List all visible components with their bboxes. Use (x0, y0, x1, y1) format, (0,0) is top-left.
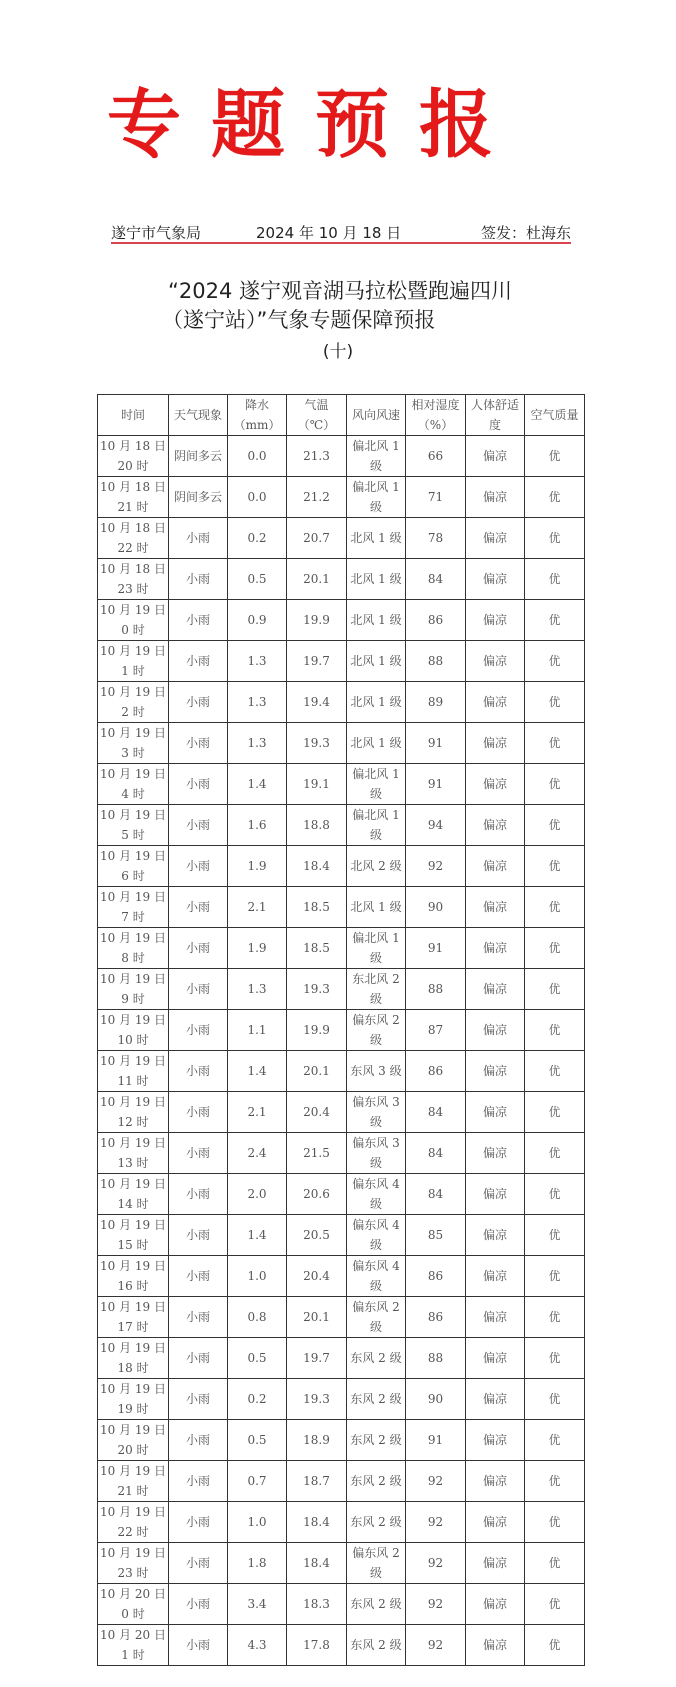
table-cell: 94 (406, 805, 466, 846)
table-cell: 92 (406, 846, 466, 887)
table-cell: 优 (525, 928, 585, 969)
table-cell: 优 (525, 1092, 585, 1133)
table-cell: 小雨 (169, 1543, 228, 1584)
table-cell: 优 (525, 682, 585, 723)
table-row (98, 928, 585, 969)
table-cell: 优 (525, 805, 585, 846)
table-cell: 小雨 (169, 1379, 228, 1420)
table-cell: 0.7 (228, 1461, 287, 1502)
table-cell: 86 (406, 1051, 466, 1092)
table-cell: 10 月 19 日 14 时 (98, 1174, 169, 1215)
table-cell: 小雨 (169, 1625, 228, 1666)
table-cell: 偏东风 4 级 (347, 1174, 406, 1215)
table-cell: 优 (525, 887, 585, 928)
table-cell: 87 (406, 1010, 466, 1051)
column-header: 空气质量 (525, 395, 585, 436)
table-cell: 10 月 19 日 20 时 (98, 1420, 169, 1461)
table-row (98, 846, 585, 887)
table-cell: 小雨 (169, 600, 228, 641)
column-header: 天气现象 (169, 395, 228, 436)
table-cell: 东风 3 级 (347, 1051, 406, 1092)
table-cell: 阴间多云 (169, 436, 228, 477)
table-cell: 北风 1 级 (347, 518, 406, 559)
table-cell: 优 (525, 1133, 585, 1174)
table-cell: 北风 1 级 (347, 682, 406, 723)
table-cell: 19.3 (287, 1379, 347, 1420)
table-cell: 偏凉 (466, 723, 525, 764)
table-cell: 小雨 (169, 1502, 228, 1543)
table-cell: 0.0 (228, 436, 287, 477)
table-cell: 2.0 (228, 1174, 287, 1215)
table-cell: 10 月 19 日 18 时 (98, 1338, 169, 1379)
table-cell: 偏北风 1 级 (347, 928, 406, 969)
table-row (98, 1502, 585, 1543)
table-cell: 偏凉 (466, 846, 525, 887)
table-cell: 偏凉 (466, 559, 525, 600)
table-cell: 优 (525, 1174, 585, 1215)
table-cell: 91 (406, 723, 466, 764)
signed-by: 签发：杜海东 (480, 224, 571, 242)
table-cell: 偏北风 1 级 (347, 805, 406, 846)
table-cell: 18.5 (287, 887, 347, 928)
table-cell: 19.9 (287, 1010, 347, 1051)
table-cell: 1.1 (228, 1010, 287, 1051)
table-cell: 北风 1 级 (347, 887, 406, 928)
table-cell: 1.4 (228, 1215, 287, 1256)
table-cell: 北风 1 级 (347, 723, 406, 764)
table-row (98, 1338, 585, 1379)
table-cell: 84 (406, 1133, 466, 1174)
table-cell: 东风 2 级 (347, 1584, 406, 1625)
table-cell: 偏凉 (466, 1625, 525, 1666)
table-cell: 东风 2 级 (347, 1625, 406, 1666)
table-cell: 优 (525, 1297, 585, 1338)
table-row (98, 436, 585, 477)
table-cell: 优 (525, 436, 585, 477)
table-cell: 10 月 19 日 4 时 (98, 764, 169, 805)
table-cell: 偏凉 (466, 436, 525, 477)
table-row (98, 477, 585, 518)
table-cell: 18.4 (287, 846, 347, 887)
table-cell: 21.5 (287, 1133, 347, 1174)
table-cell: 偏东风 2 级 (347, 1010, 406, 1051)
table-cell: 偏凉 (466, 1379, 525, 1420)
table-cell: 小雨 (169, 1297, 228, 1338)
table-cell: 0.2 (228, 1379, 287, 1420)
table-cell: 10 月 19 日 11 时 (98, 1051, 169, 1092)
table-cell: 偏凉 (466, 477, 525, 518)
table-cell: 0.5 (228, 1420, 287, 1461)
table-cell: 优 (525, 969, 585, 1010)
table-row (98, 1379, 585, 1420)
table-cell: 偏凉 (466, 969, 525, 1010)
table-row (98, 887, 585, 928)
table-cell: 东风 2 级 (347, 1338, 406, 1379)
table-cell: 优 (525, 1215, 585, 1256)
table-cell: 偏凉 (466, 887, 525, 928)
table-cell: 20.1 (287, 1051, 347, 1092)
table-cell: 小雨 (169, 1174, 228, 1215)
table-cell: 小雨 (169, 928, 228, 969)
table-cell: 10 月 19 日 12 时 (98, 1092, 169, 1133)
table-cell: 17.8 (287, 1625, 347, 1666)
table-cell: 小雨 (169, 1133, 228, 1174)
table-cell: 10 月 19 日 0 时 (98, 600, 169, 641)
table-header-row (98, 395, 585, 436)
column-header: 降水（mm） (228, 395, 287, 436)
table-row (98, 1461, 585, 1502)
table-cell: 86 (406, 1256, 466, 1297)
table-cell: 1.0 (228, 1256, 287, 1297)
subtitle-line-1: “2024 遂宁观音湖马拉松暨跑遍四川 (168, 279, 512, 303)
table-cell: 0.0 (228, 477, 287, 518)
table-cell: 小雨 (169, 1256, 228, 1297)
table-cell: 0.8 (228, 1297, 287, 1338)
table-cell: 小雨 (169, 1461, 228, 1502)
table-row (98, 1297, 585, 1338)
table-cell: 东北风 2 级 (347, 969, 406, 1010)
table-cell: 阴间多云 (169, 477, 228, 518)
table-row (98, 600, 585, 641)
document-title: 专题预报 (107, 82, 523, 168)
table-cell: 优 (525, 723, 585, 764)
table-cell: 小雨 (169, 764, 228, 805)
table-cell: 北风 2 级 (347, 846, 406, 887)
table-cell: 2.1 (228, 1092, 287, 1133)
table-cell: 东风 2 级 (347, 1379, 406, 1420)
table-cell: 北风 1 级 (347, 600, 406, 641)
table-cell: 10 月 19 日 19 时 (98, 1379, 169, 1420)
table-cell: 18.5 (287, 928, 347, 969)
table-cell: 10 月 19 日 23 时 (98, 1543, 169, 1584)
table-cell: 10 月 19 日 5 时 (98, 805, 169, 846)
table-cell: 东风 2 级 (347, 1502, 406, 1543)
column-header: 风向风速 (347, 395, 406, 436)
table-cell: 88 (406, 969, 466, 1010)
table-cell: 19.3 (287, 969, 347, 1010)
table-cell: 偏凉 (466, 682, 525, 723)
issuer-line (111, 222, 571, 244)
table-row (98, 518, 585, 559)
table-cell: 18.4 (287, 1502, 347, 1543)
table-cell: 19.3 (287, 723, 347, 764)
table-cell: 0.5 (228, 1338, 287, 1379)
table-cell: 10 月 19 日 3 时 (98, 723, 169, 764)
table-row (98, 641, 585, 682)
table-cell: 优 (525, 641, 585, 682)
table-cell: 71 (406, 477, 466, 518)
table-cell: 优 (525, 1256, 585, 1297)
table-cell: 4.3 (228, 1625, 287, 1666)
table-cell: 1.8 (228, 1543, 287, 1584)
table-cell: 10 月 19 日 1 时 (98, 641, 169, 682)
table-cell: 偏凉 (466, 928, 525, 969)
table-cell: 20.1 (287, 559, 347, 600)
table-cell: 20.4 (287, 1092, 347, 1133)
table-cell: 2.4 (228, 1133, 287, 1174)
table-cell: 偏凉 (466, 1215, 525, 1256)
table-row (98, 1215, 585, 1256)
table-cell: 偏凉 (466, 600, 525, 641)
table-cell: 89 (406, 682, 466, 723)
table-cell: 91 (406, 764, 466, 805)
table-cell: 小雨 (169, 1584, 228, 1625)
table-cell: 小雨 (169, 1010, 228, 1051)
table-cell: 18.4 (287, 1543, 347, 1584)
table-cell: 10 月 20 日 1 时 (98, 1625, 169, 1666)
table-cell: 20.1 (287, 1297, 347, 1338)
table-cell: 1.9 (228, 846, 287, 887)
table-cell: 偏东风 4 级 (347, 1256, 406, 1297)
table-cell: 优 (525, 1010, 585, 1051)
table-cell: 10 月 19 日 16 时 (98, 1256, 169, 1297)
table-row (98, 1133, 585, 1174)
table-cell: 66 (406, 436, 466, 477)
table-cell: 偏凉 (466, 518, 525, 559)
table-cell: 10 月 19 日 15 时 (98, 1215, 169, 1256)
table-cell: 小雨 (169, 1338, 228, 1379)
table-cell: 78 (406, 518, 466, 559)
table-cell: 小雨 (169, 887, 228, 928)
table-cell: 10 月 18 日 21 时 (98, 477, 169, 518)
table-cell: 优 (525, 600, 585, 641)
table-cell: 86 (406, 600, 466, 641)
table-cell: 21.2 (287, 477, 347, 518)
table-cell: 偏凉 (466, 1420, 525, 1461)
table-cell: 偏凉 (466, 1010, 525, 1051)
table-cell: 88 (406, 1338, 466, 1379)
table-cell: 优 (525, 1502, 585, 1543)
table-cell: 偏凉 (466, 805, 525, 846)
table-cell: 小雨 (169, 723, 228, 764)
table-row (98, 1051, 585, 1092)
table-cell: 91 (406, 928, 466, 969)
subtitle-line-2: （遂宁站）”气象专题保障预报 (162, 308, 436, 332)
table-cell: 18.8 (287, 805, 347, 846)
table-cell: 1.6 (228, 805, 287, 846)
table-cell: 小雨 (169, 846, 228, 887)
table-cell: 小雨 (169, 969, 228, 1010)
table-cell: 偏北风 1 级 (347, 436, 406, 477)
table-cell: 21.3 (287, 436, 347, 477)
table-cell: 10 月 19 日 10 时 (98, 1010, 169, 1051)
column-header: 时间 (98, 395, 169, 436)
table-cell: 偏凉 (466, 1502, 525, 1543)
table-cell: 优 (525, 1584, 585, 1625)
table-cell: 小雨 (169, 1051, 228, 1092)
table-cell: 优 (525, 1543, 585, 1584)
table-cell: 19.7 (287, 1338, 347, 1379)
table-cell: 85 (406, 1215, 466, 1256)
table-cell: 小雨 (169, 682, 228, 723)
table-cell: 10 月 19 日 22 时 (98, 1502, 169, 1543)
table-cell: 84 (406, 559, 466, 600)
column-header: 相对湿度（%） (406, 395, 466, 436)
table-cell: 1.3 (228, 969, 287, 1010)
table-cell: 偏东风 3 级 (347, 1092, 406, 1133)
table-cell: 92 (406, 1502, 466, 1543)
table-cell: 优 (525, 846, 585, 887)
table-cell: 10 月 19 日 21 时 (98, 1461, 169, 1502)
table-cell: 10 月 19 日 7 时 (98, 887, 169, 928)
table-cell: 小雨 (169, 518, 228, 559)
table-cell: 偏北风 1 级 (347, 764, 406, 805)
table-cell: 1.0 (228, 1502, 287, 1543)
table-cell: 优 (525, 1051, 585, 1092)
table-cell: 20.4 (287, 1256, 347, 1297)
table-row (98, 723, 585, 764)
table-cell: 优 (525, 559, 585, 600)
issue-date: 2024 年 10 月 18 日 (256, 224, 402, 242)
table-cell: 优 (525, 477, 585, 518)
table-cell: 92 (406, 1543, 466, 1584)
table-cell: 偏凉 (466, 1133, 525, 1174)
column-header: 气温（℃） (287, 395, 347, 436)
table-cell: 10 月 18 日 20 时 (98, 436, 169, 477)
table-cell: 84 (406, 1174, 466, 1215)
table-cell: 91 (406, 1420, 466, 1461)
table-cell: 10 月 19 日 9 时 (98, 969, 169, 1010)
table-cell: 92 (406, 1584, 466, 1625)
table-cell: 19.4 (287, 682, 347, 723)
table-cell: 10 月 18 日 22 时 (98, 518, 169, 559)
table-cell: 偏凉 (466, 1051, 525, 1092)
table-cell: 92 (406, 1625, 466, 1666)
table-cell: 小雨 (169, 1092, 228, 1133)
table-row (98, 1420, 585, 1461)
table-cell: 北风 1 级 (347, 641, 406, 682)
table-row (98, 1010, 585, 1051)
table-cell: 偏凉 (466, 1461, 525, 1502)
table-cell: 东风 2 级 (347, 1420, 406, 1461)
table-cell: 10 月 19 日 13 时 (98, 1133, 169, 1174)
table-cell: 10 月 19 日 2 时 (98, 682, 169, 723)
table-cell: 偏凉 (466, 1092, 525, 1133)
table-cell: 偏东风 4 级 (347, 1215, 406, 1256)
table-cell: 1.3 (228, 682, 287, 723)
table-cell: 偏凉 (466, 1338, 525, 1379)
table-row (98, 1543, 585, 1584)
table-row (98, 1092, 585, 1133)
table-cell: 0.2 (228, 518, 287, 559)
table-cell: 19.1 (287, 764, 347, 805)
table-cell: 优 (525, 1420, 585, 1461)
table-cell: 1.4 (228, 764, 287, 805)
table-cell: 1.9 (228, 928, 287, 969)
table-cell: 优 (525, 764, 585, 805)
table-cell: 偏凉 (466, 641, 525, 682)
table-cell: 10 月 19 日 8 时 (98, 928, 169, 969)
table-cell: 偏北风 1 级 (347, 477, 406, 518)
table-cell: 19.9 (287, 600, 347, 641)
table-cell: 0.5 (228, 559, 287, 600)
table-row (98, 805, 585, 846)
table-cell: 优 (525, 1625, 585, 1666)
table-cell: 1.3 (228, 723, 287, 764)
table-cell: 偏东风 2 级 (347, 1297, 406, 1338)
table-cell: 优 (525, 1461, 585, 1502)
table-cell: 偏凉 (466, 1297, 525, 1338)
table-row (98, 764, 585, 805)
table-cell: 小雨 (169, 1420, 228, 1461)
table-cell: 偏凉 (466, 1584, 525, 1625)
table-cell: 3.4 (228, 1584, 287, 1625)
table-cell: 优 (525, 518, 585, 559)
table-cell: 偏凉 (466, 1256, 525, 1297)
table-cell: 92 (406, 1461, 466, 1502)
table-cell: 10 月 19 日 17 时 (98, 1297, 169, 1338)
table-cell: 小雨 (169, 1215, 228, 1256)
table-row (98, 559, 585, 600)
table-cell: 10 月 20 日 0 时 (98, 1584, 169, 1625)
table-cell: 86 (406, 1297, 466, 1338)
table-cell: 10 月 18 日 23 时 (98, 559, 169, 600)
table-row (98, 1174, 585, 1215)
table-row (98, 969, 585, 1010)
table-cell: 88 (406, 641, 466, 682)
table-cell: 偏东风 2 级 (347, 1543, 406, 1584)
table-cell: 优 (525, 1379, 585, 1420)
table-cell: 1.4 (228, 1051, 287, 1092)
table-cell: 20.6 (287, 1174, 347, 1215)
table-cell: 2.1 (228, 887, 287, 928)
table-cell: 小雨 (169, 559, 228, 600)
table-cell: 18.7 (287, 1461, 347, 1502)
table-cell: 20.7 (287, 518, 347, 559)
table-cell: 北风 1 级 (347, 559, 406, 600)
table-row (98, 1584, 585, 1625)
table-cell: 偏东风 3 级 (347, 1133, 406, 1174)
table-cell: 18.9 (287, 1420, 347, 1461)
table-cell: 18.3 (287, 1584, 347, 1625)
table-cell: 20.5 (287, 1215, 347, 1256)
table-cell: 19.7 (287, 641, 347, 682)
table-row (98, 682, 585, 723)
issuer: 遂宁市气象局 (111, 224, 202, 242)
column-header: 人体舒适度 (466, 395, 525, 436)
table-cell: 偏凉 (466, 764, 525, 805)
table-cell: 84 (406, 1092, 466, 1133)
table-cell: 1.3 (228, 641, 287, 682)
table-cell: 90 (406, 1379, 466, 1420)
table-cell: 优 (525, 1338, 585, 1379)
table-cell: 0.9 (228, 600, 287, 641)
table-cell: 偏凉 (466, 1174, 525, 1215)
table-cell: 东风 2 级 (347, 1461, 406, 1502)
table-cell: 90 (406, 887, 466, 928)
table-cell: 10 月 19 日 6 时 (98, 846, 169, 887)
table-row (98, 1625, 585, 1666)
table-cell: 小雨 (169, 641, 228, 682)
forecast-table (97, 394, 585, 1666)
table-row (98, 1256, 585, 1297)
table-cell: 小雨 (169, 805, 228, 846)
issue-number: (十) (322, 342, 354, 362)
table-cell: 偏凉 (466, 1543, 525, 1584)
